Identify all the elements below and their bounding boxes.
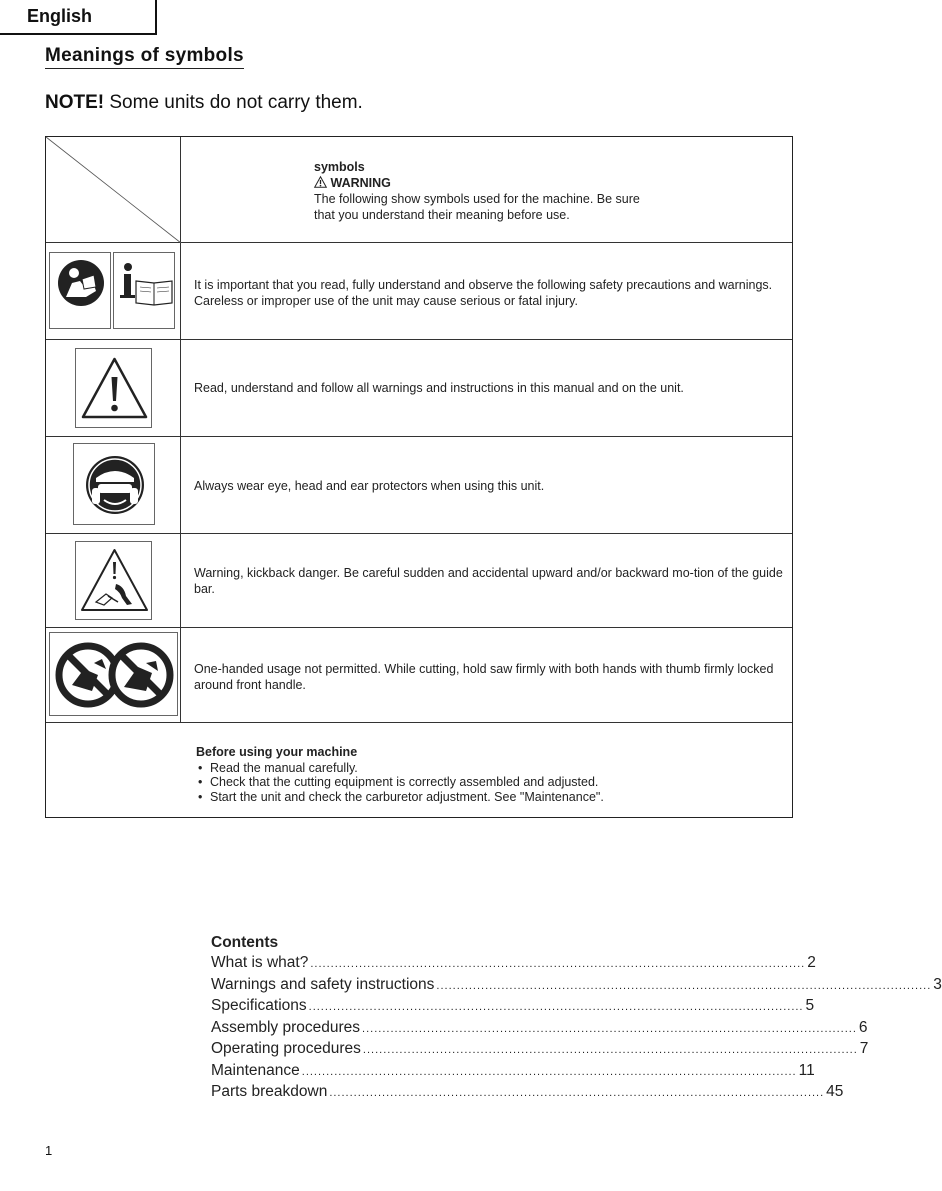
symbol-row: [46, 340, 792, 437]
symbols-table: [45, 136, 793, 818]
read-manual-icon: [49, 252, 111, 329]
symbol-row: [46, 534, 792, 628]
info-book-icon: [113, 252, 175, 329]
before-using-list: [196, 761, 604, 805]
small-warning-icon: [314, 176, 327, 188]
toc-page: 11: [798, 1061, 815, 1079]
page-number: 1: [45, 1143, 53, 1158]
symbol-cell: [46, 628, 181, 722]
before-using-title: Before using your machine: [196, 745, 358, 759]
symbols-heading: symbols: [314, 160, 365, 174]
toc-entry: [211, 1061, 815, 1083]
note-text: Some units do not carry them.: [104, 92, 363, 113]
toc-entry: [211, 1082, 844, 1104]
symbol-text: Warning, kickback danger. Be careful sudden and accidental upward and/or backward mo-tion of the guide bar.: [194, 566, 783, 596]
symbol-row: [46, 243, 792, 340]
toc-leader: ..........................................................................................................................: [329, 1087, 825, 1099]
toc-page: 3: [933, 975, 942, 993]
toc-entry: [211, 996, 815, 1018]
symbol-text: One-handed usage not permitted. While cutting, hold saw firmly with both hands with thumb firmly locked around front handle.: [194, 662, 774, 692]
no-one-handed-icon: [49, 632, 178, 716]
table-header-text: [314, 159, 640, 223]
toc-leader: ..........................................................................................................................: [362, 1022, 857, 1035]
contents-title: Contents: [211, 934, 279, 951]
toc-page: 5: [805, 997, 815, 1014]
kickback-warning-icon: [75, 541, 152, 620]
toc-leader: ..........................................................................................................................: [362, 1044, 858, 1056]
toc-leader: ..........................................................................................................................: [436, 979, 932, 992]
toc-label: Warnings and safety instructions: [211, 975, 435, 993]
toc-page: 2: [807, 954, 816, 971]
before-using-section: [196, 745, 604, 804]
toc-label: What is what?: [211, 954, 309, 971]
toc-label: Assembly procedures: [211, 1018, 361, 1036]
note: [45, 92, 363, 114]
toc-entry: [211, 953, 816, 975]
toc-entry: [211, 1018, 868, 1040]
symbol-text: Always wear eye, head and ear protectors when using this unit.: [194, 479, 545, 493]
toc-page: 45: [826, 1083, 844, 1100]
protective-gear-icon: [73, 443, 155, 525]
symbol-text: It is important that you read, fully understand and observe the following safety precautions and warnings. Careless or improper use of the unit may cause serious or fatal injury.: [194, 278, 773, 308]
symbol-cell: [46, 243, 181, 339]
toc-entry: [211, 975, 942, 997]
symbol-row: [46, 437, 792, 534]
header-text-line1: The following show symbols used for the machine. Be sure: [314, 192, 640, 206]
table-of-contents: [211, 934, 942, 1104]
toc-label: Parts breakdown: [211, 1083, 328, 1100]
toc-label: Maintenance: [211, 1061, 300, 1079]
toc-label: Specifications: [211, 997, 307, 1014]
toc-leader: ..........................................................................................................................: [310, 958, 806, 970]
language-tab: [0, 0, 157, 35]
toc-leader: ..........................................................................................................................: [301, 1065, 797, 1078]
header-text-line2: that you understand their meaning before use.: [314, 208, 570, 222]
note-label: NOTE!: [45, 92, 105, 113]
toc-label: Operating procedures: [211, 1040, 361, 1057]
section-title: Meanings of symbols: [45, 45, 244, 69]
language-label: English: [27, 6, 93, 26]
list-item: • Check that the cutting equipment is correctly assembled and adjusted.: [210, 775, 604, 790]
warning-heading: WARNING: [314, 175, 640, 191]
toc-entry: [211, 1039, 869, 1061]
table-header-row: [46, 137, 792, 243]
diagonal-line-icon: [46, 137, 181, 243]
list-item: • Read the manual carefully.: [210, 761, 604, 776]
symbol-cell: [46, 534, 181, 627]
symbol-text: Read, understand and follow all warnings and instructions in this manual and on the unit.: [194, 381, 684, 395]
empty-corner-cell: [46, 137, 181, 242]
toc-leader: ..........................................................................................................................: [308, 1001, 804, 1013]
warning-triangle-icon: [75, 348, 152, 428]
list-item: • Start the unit and check the carburetor adjustment. See "Maintenance".: [210, 790, 604, 805]
toc-page: 6: [858, 1018, 868, 1036]
symbol-cell: [46, 340, 181, 436]
symbol-row: [46, 628, 792, 723]
symbol-cell: [46, 437, 181, 533]
toc-page: 7: [859, 1040, 869, 1057]
